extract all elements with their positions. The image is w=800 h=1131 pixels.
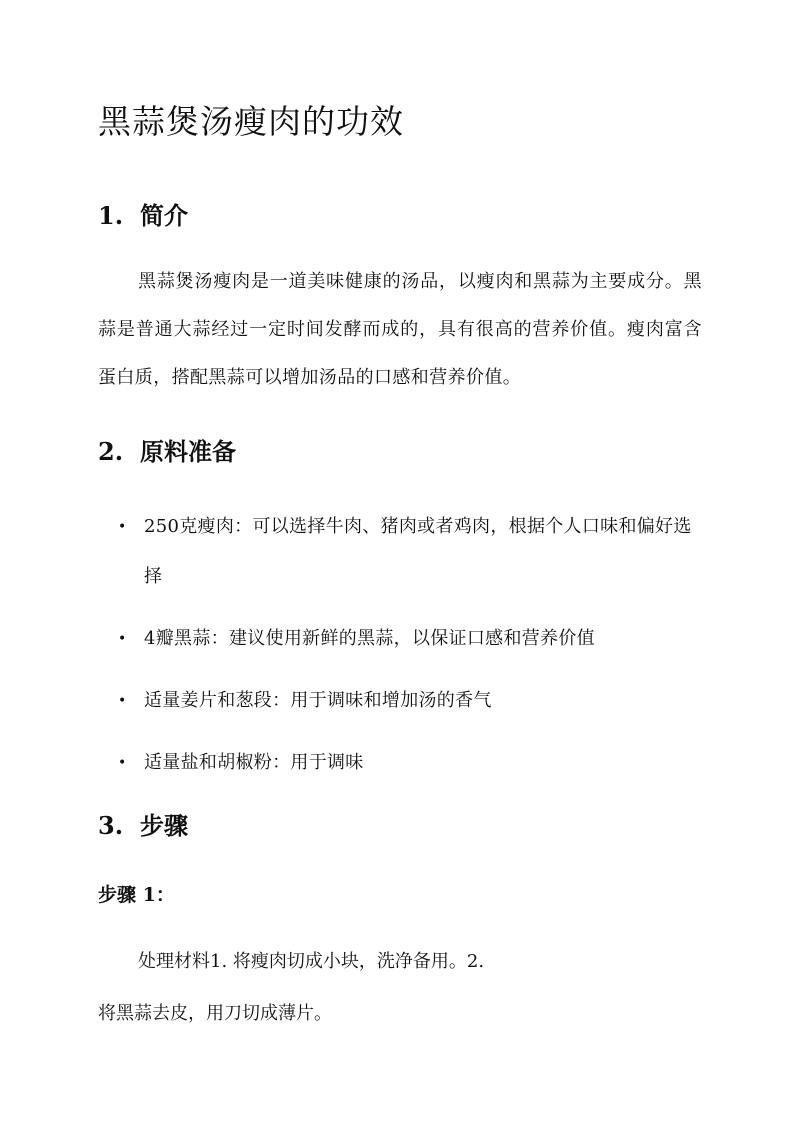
list-item-text: 适量盐和胡椒粉：用于调味	[144, 752, 364, 773]
section-number: 1.	[98, 201, 124, 230]
section-number: 2.	[98, 437, 124, 466]
list-item	[98, 676, 708, 726]
bullet-icon: •	[118, 693, 127, 709]
bullet-icon: •	[118, 519, 127, 535]
bullet-icon: •	[118, 755, 127, 771]
section-heading-intro	[98, 196, 188, 231]
section-title: 步骤	[140, 811, 188, 840]
list-item	[98, 738, 708, 788]
bullet-icon: •	[118, 631, 127, 647]
section-heading-ingredients	[98, 432, 236, 467]
list-item-text: 4瓣黑蒜：建议使用新鲜的黑蒜，以保证口感和营养价值	[144, 628, 595, 649]
list-item-text: 适量姜片和葱段：用于调味和增加汤的香气	[144, 690, 492, 711]
document-title: 黑蒜煲汤瘦肉的功效	[98, 102, 404, 141]
list-item	[98, 614, 708, 664]
step-paragraph	[98, 936, 702, 1040]
section-heading-steps	[98, 806, 188, 841]
section-title: 原料准备	[140, 437, 236, 466]
section-title: 简介	[140, 201, 188, 230]
ingredient-list	[98, 502, 708, 800]
section-number: 3.	[98, 811, 124, 840]
list-item	[98, 502, 708, 602]
intro-paragraph: 黑蒜煲汤瘦肉是一道美味健康的汤品，以瘦肉和黑蒜为主要成分。黑蒜是普通大蒜经过一定时间发酵而成的，具有很高的营养价值。瘦肉富含蛋白质，搭配黑蒜可以增加汤品的口感和营养价值。	[98, 271, 702, 388]
step-heading: 步骤 1：	[98, 884, 175, 906]
step-text-line: 将黑蒜去皮，用刀切成薄片。	[98, 1003, 332, 1024]
step-text-line: 处理材料1. 将瘦肉切成小块，洗净备用。2.	[138, 951, 485, 972]
list-item-text: 250克瘦肉：可以选择牛肉、猪肉或者鸡肉，根据个人口味和偏好选择	[144, 516, 692, 587]
